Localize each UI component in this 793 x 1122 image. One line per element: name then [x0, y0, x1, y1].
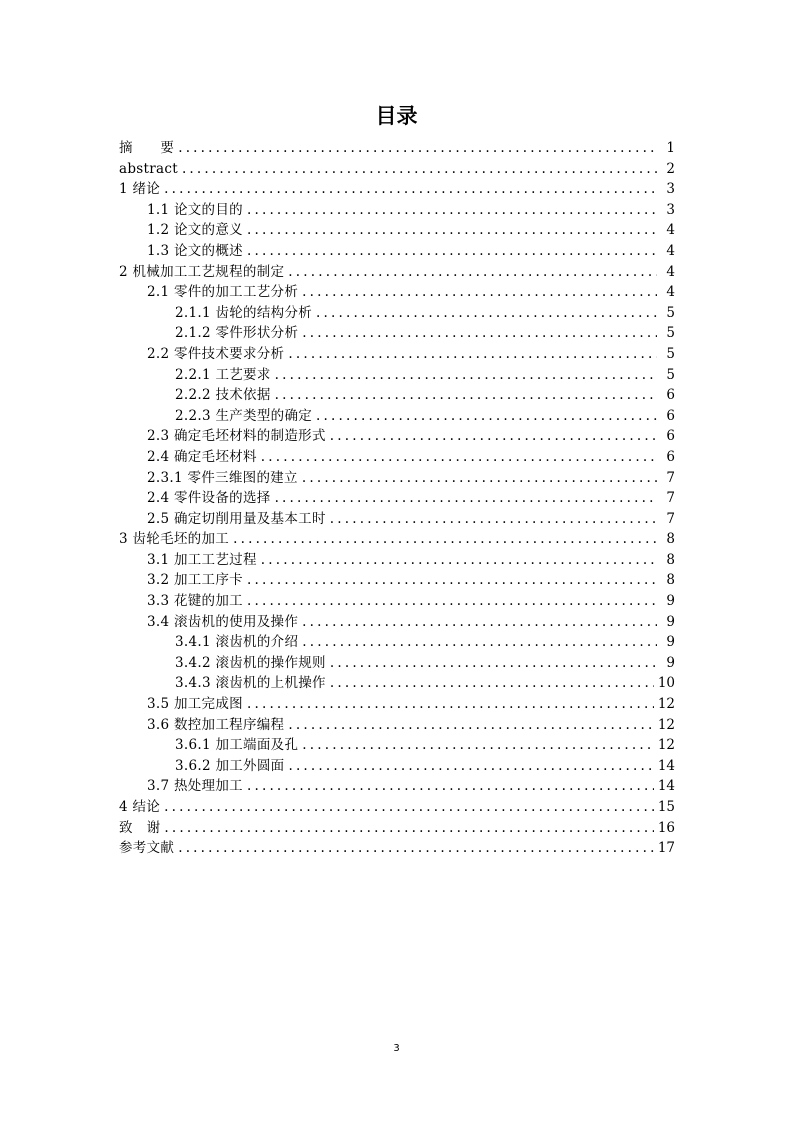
dot-leader — [164, 818, 653, 839]
toc-entry-page: 5 — [666, 325, 675, 342]
toc-entry[interactable] — [119, 776, 675, 797]
toc-entry[interactable] — [119, 241, 675, 262]
dot-leader — [288, 344, 657, 365]
dot-leader — [330, 673, 654, 694]
toc-entry[interactable] — [119, 159, 675, 180]
dot-leader — [330, 509, 657, 530]
toc-entry[interactable] — [119, 653, 675, 674]
toc-entry[interactable] — [119, 632, 675, 653]
toc-entry-page: 4 — [666, 263, 675, 280]
dot-leader — [178, 838, 654, 859]
toc-entry[interactable] — [119, 509, 675, 530]
toc-entry-page: 15 — [657, 799, 675, 815]
dot-leader — [261, 447, 657, 468]
toc-entry-text: abstract — [119, 160, 178, 177]
toc-entry-page: 5 — [666, 345, 675, 362]
toc-entry-page: 6 — [666, 407, 675, 424]
dot-leader — [247, 570, 657, 591]
dot-leader — [330, 426, 657, 447]
toc-entry-text: 3.4.3 滚齿机的上机操作 — [175, 675, 326, 692]
toc-entry-page: 5 — [666, 304, 675, 321]
toc-entry[interactable] — [119, 220, 675, 241]
toc-entry-page: 8 — [666, 572, 675, 589]
toc-entry-page: 3 — [666, 181, 675, 198]
toc-entry[interactable] — [119, 426, 675, 447]
toc-entry-page: 9 — [666, 654, 675, 671]
toc-entry[interactable] — [119, 673, 675, 694]
dot-leader — [247, 241, 657, 262]
dot-leader — [302, 632, 657, 653]
toc-entry-text: 2.1.2 零件形状分析 — [175, 325, 299, 342]
toc-entry-text: 3.4 滚齿机的使用及操作 — [147, 613, 299, 630]
toc-entry-text: 3.6.2 加工外圆面 — [175, 757, 285, 774]
toc-entry[interactable] — [119, 365, 675, 386]
toc-entry-text: 2.1 零件的加工工艺分析 — [147, 284, 299, 301]
toc-entry-page: 1 — [666, 140, 675, 156]
toc-entry-text: 2.4 零件设备的选择 — [147, 490, 271, 507]
dot-leader — [302, 282, 657, 303]
toc-entry-text: 2.2.3 生产类型的确定 — [175, 407, 313, 424]
toc-entry-text: 4 结论 — [119, 799, 161, 815]
dot-leader — [247, 694, 654, 715]
toc-entry-page: 4 — [666, 222, 675, 239]
toc-entry[interactable] — [119, 612, 675, 633]
dot-leader — [288, 756, 653, 777]
toc-entry-text: 3.6.1 加工端面及孔 — [175, 737, 299, 754]
toc-entry-page: 10 — [657, 675, 675, 692]
dot-leader — [302, 735, 654, 756]
dot-leader — [178, 138, 657, 159]
toc-title: 目录 — [375, 104, 418, 128]
toc-entry[interactable] — [119, 179, 675, 200]
toc-entry-page: 7 — [666, 510, 675, 527]
dot-leader — [275, 488, 657, 509]
toc-entry-page: 6 — [666, 448, 675, 465]
toc-entry-text: 1.2 论文的意义 — [147, 222, 243, 239]
dot-leader — [302, 612, 657, 633]
toc-entry[interactable] — [119, 591, 675, 612]
toc-entry[interactable] — [119, 818, 675, 839]
dot-leader — [316, 303, 657, 324]
toc-entry-page: 2 — [666, 160, 675, 177]
toc-entry[interactable] — [119, 200, 675, 221]
toc-entry[interactable] — [119, 385, 675, 406]
toc-entry-page: 8 — [666, 551, 675, 568]
toc-entry-page: 9 — [666, 613, 675, 630]
toc-entry-page: 5 — [666, 366, 675, 383]
dot-leader — [302, 468, 657, 489]
toc-entry-page: 9 — [666, 593, 675, 610]
toc-entry-text: 1.3 论文的概述 — [147, 242, 243, 259]
toc-entry[interactable] — [119, 529, 675, 550]
dot-leader — [247, 220, 657, 241]
toc-entry-page: 4 — [666, 242, 675, 259]
toc-entry[interactable] — [119, 138, 675, 159]
dot-leader — [275, 385, 657, 406]
toc-entry[interactable] — [119, 447, 675, 468]
toc-entry-text: 2.2.1 工艺要求 — [175, 366, 271, 383]
dot-leader — [275, 365, 657, 386]
toc-entry[interactable] — [119, 838, 675, 859]
toc-entry-text: 2.3 确定毛坯材料的制造形式 — [147, 428, 326, 445]
toc-entry-text: 1 绪论 — [119, 181, 161, 198]
toc-entry-page: 12 — [657, 696, 675, 713]
toc-entry[interactable] — [119, 468, 675, 489]
toc-entry-page: 9 — [666, 634, 675, 651]
toc-entry-text: 3.2 加工工序卡 — [147, 572, 243, 589]
toc-entry-page: 16 — [657, 819, 675, 836]
toc-entry-text: 2.2.2 技术依据 — [175, 387, 271, 404]
dot-leader — [164, 179, 657, 200]
toc-entry[interactable] — [119, 756, 675, 777]
toc-entry[interactable] — [119, 344, 675, 365]
toc-entry-text: 3.7 热处理加工 — [147, 778, 243, 795]
toc-entry-text: 2.2 零件技术要求分析 — [147, 345, 285, 362]
toc-entry[interactable] — [119, 406, 675, 427]
dot-leader — [288, 262, 657, 283]
toc-entry-page: 14 — [657, 778, 675, 795]
dot-leader — [302, 323, 657, 344]
toc-entry[interactable] — [119, 323, 675, 344]
toc-entry[interactable] — [119, 797, 675, 818]
toc-entry-text: 3.5 加工完成图 — [147, 696, 243, 713]
toc-list — [119, 138, 675, 859]
toc-entry-text: 参考文献 — [119, 840, 175, 857]
toc-entry[interactable] — [119, 735, 675, 756]
toc-entry[interactable] — [119, 715, 675, 736]
toc-entry-page: 4 — [666, 284, 675, 301]
toc-entry-text: 1.1 论文的目的 — [147, 201, 243, 218]
toc-entry-text: 致 谢 — [119, 819, 161, 836]
toc-entry-page: 17 — [657, 840, 675, 857]
dot-leader — [247, 591, 657, 612]
page-number: 3 — [393, 1043, 400, 1054]
dot-leader — [330, 653, 657, 674]
toc-entry-page: 6 — [666, 387, 675, 404]
toc-entry[interactable] — [119, 262, 675, 283]
toc-entry-page: 7 — [666, 490, 675, 507]
toc-entry-text: 2.3.1 零件三维图的建立 — [147, 469, 298, 486]
dot-leader — [316, 406, 657, 427]
toc-entry-text: 3.6 数控加工程序编程 — [147, 716, 285, 733]
toc-entry-text: 3.4.1 滚齿机的介绍 — [175, 634, 299, 651]
toc-entry-page: 14 — [657, 757, 675, 774]
toc-entry[interactable] — [119, 570, 675, 591]
toc-entry[interactable] — [119, 694, 675, 715]
toc-entry-page: 7 — [666, 469, 675, 486]
toc-entry[interactable] — [119, 282, 675, 303]
toc-entry-page: 12 — [657, 716, 675, 733]
toc-entry-text: 2 机械加工工艺规程的制定 — [119, 263, 285, 280]
toc-entry[interactable] — [119, 303, 675, 324]
dot-leader — [182, 159, 657, 180]
dot-leader — [261, 550, 657, 571]
toc-entry[interactable] — [119, 550, 675, 571]
toc-entry-text: 2.5 确定切削用量及基本工时 — [147, 510, 326, 527]
toc-entry-page: 3 — [666, 201, 675, 218]
toc-entry-text: 3 齿轮毛坯的加工 — [119, 531, 230, 548]
toc-entry-page: 6 — [666, 428, 675, 445]
toc-entry-text: 3.3 花键的加工 — [147, 593, 243, 610]
toc-entry-text: 摘 要 — [119, 140, 175, 156]
dot-leader — [288, 715, 653, 736]
toc-entry-text: 2.4 确定毛坯材料 — [147, 448, 257, 465]
toc-entry-page: 12 — [657, 737, 675, 754]
toc-entry-text: 2.1.1 齿轮的结构分析 — [175, 304, 313, 321]
toc-entry-text: 3.4.2 滚齿机的操作规则 — [175, 654, 326, 671]
toc-entry[interactable] — [119, 488, 675, 509]
toc-entry-page: 8 — [666, 531, 675, 548]
dot-leader — [247, 776, 654, 797]
toc-entry-text: 3.1 加工工艺过程 — [147, 551, 257, 568]
dot-leader — [233, 529, 657, 550]
dot-leader — [247, 200, 657, 221]
dot-leader — [164, 797, 654, 818]
